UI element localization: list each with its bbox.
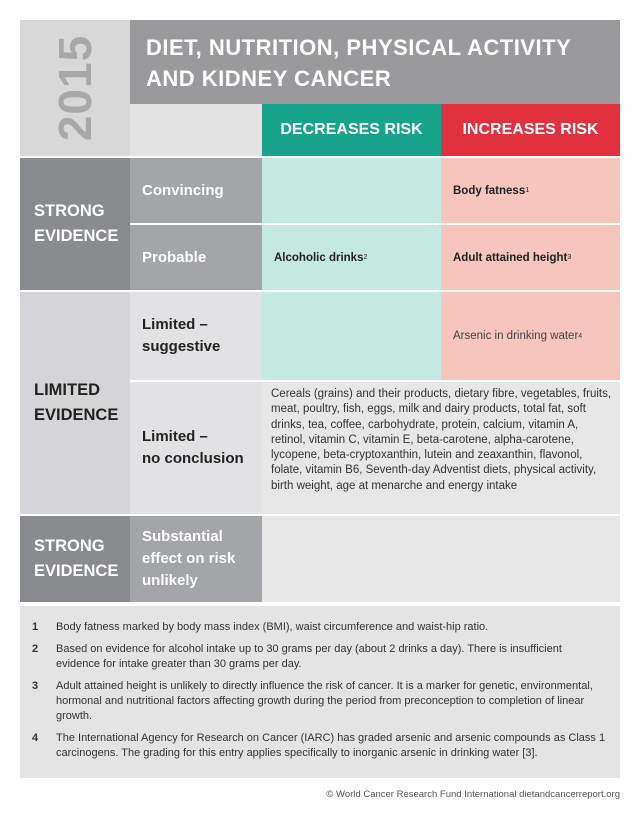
year-label: [20, 20, 130, 156]
footnote-text: Based on evidence for alcohol intake up to 30 grams per day (about 2 drinks a day). There is insufficient evidence for intake greater than 30 grams per day.: [56, 643, 562, 670]
year-text: 2015: [49, 34, 101, 142]
no-conclusion-label-line-1: Limited –: [142, 428, 208, 445]
group-label-line-2: EVIDENCE: [34, 406, 119, 424]
row-label-convincing: [130, 158, 262, 223]
footnote-3: [32, 679, 608, 724]
convincing-decreases-cell: [262, 158, 441, 223]
strong-evidence-group-2: [20, 516, 130, 602]
footnotes: [20, 606, 620, 778]
footnote-text: Body fatness marked by body mass index (BMI), waist circumference and waist-hip ratio.: [56, 621, 489, 633]
no-conclusion-text: Cereals (grains) and their products, dietary fibre, vegetables, fruits, meat, poultry, fish, eggs, milk and dairy products, total fat, soft drinks, tea, coffee, carbohydrate, protein, calcium, vitamin A, retinol, vitamin C, vitamin E, beta-carotene, alpha-carotene, lycopene, beta-cryptoxanthin, lutein and zeaxanthin, flavonol, folate, vitamin B6, Seventh-day Adventist diets, physical activity, birth weight, age at menarche and energy intake: [271, 388, 612, 492]
footnote-number: 4: [32, 732, 39, 744]
suggestive-label-line-2: suggestive: [142, 338, 221, 355]
probable-label: Probable: [142, 248, 207, 266]
group-label-line-2: EVIDENCE: [34, 227, 119, 245]
group-label-line-1: LIMITED: [34, 381, 100, 399]
probable-decreases-cell: [262, 225, 441, 290]
unlikely-cell: [262, 516, 620, 602]
unlikely-label-line-3: unlikely: [142, 572, 198, 589]
header-blank-cell: [130, 104, 262, 156]
title-line-1: DIET, NUTRITION, PHYSICAL ACTIVITY: [146, 35, 572, 60]
footnote-ref-1: 1: [525, 187, 530, 194]
no-conclusion-label-line-2: no conclusion: [142, 450, 244, 467]
increases-risk-header: INCREASES RISK: [441, 104, 620, 156]
footnote-ref-2: 2: [363, 254, 368, 261]
footnote-number: 3: [32, 680, 39, 692]
convincing-increases-cell: [441, 158, 620, 223]
title-line-2: AND KIDNEY CANCER: [146, 66, 392, 91]
alcoholic-drinks-text: Alcoholic drinks: [274, 251, 364, 264]
body-fatness-text: Body fatness: [453, 184, 526, 197]
footnote-ref-3: 3: [567, 254, 572, 261]
strong-evidence-group: [20, 158, 130, 290]
footnote-number: 2: [32, 643, 39, 655]
suggestive-decreases-cell: [262, 292, 441, 380]
copyright-footer: © World Cancer Research Fund International dietandcancerreport.org: [326, 789, 620, 800]
probable-increases-cell: [441, 225, 620, 290]
row-label-no-conclusion: [130, 382, 262, 514]
row-label-probable: [130, 225, 262, 290]
adult-height-text: Adult attained height: [453, 251, 568, 264]
footnote-1: [32, 620, 608, 635]
group-label-line-1: STRONG: [34, 537, 105, 555]
suggestive-label-line-1: Limited –: [142, 316, 208, 333]
no-conclusion-cell: [262, 382, 620, 514]
footnote-number: 1: [32, 621, 39, 633]
arsenic-text: Arsenic in drinking water: [453, 330, 579, 342]
footnote-text: The International Agency for Research on Cancer (IARC) has graded arsenic and arsenic compounds as Class 1 carcinogens. The grading for this entry applies specifically to inorganic arsenic in drinking water [3].: [56, 732, 606, 759]
footnote-2: [32, 642, 608, 672]
unlikely-label-line-1: Substantial: [142, 528, 223, 545]
decreases-risk-header: DECREASES RISK: [262, 104, 441, 156]
row-label-suggestive: [130, 292, 262, 380]
footnote-ref-4: 4: [578, 332, 583, 340]
row-label-unlikely: [130, 516, 262, 602]
suggestive-increases-cell: [441, 292, 620, 380]
page-title: [130, 20, 620, 104]
footnote-text: Adult attained height is unlikely to directly influence the risk of cancer. It is a marker for genetic, environmental, hormonal and nutritional factors affecting growth during the period from preconception to completion of linear growth.: [56, 680, 593, 722]
group-label-line-2: EVIDENCE: [34, 562, 119, 580]
group-label-line-1: STRONG: [34, 202, 105, 220]
footnote-4: [32, 731, 608, 761]
limited-evidence-group: [20, 292, 130, 514]
convincing-label: Convincing: [142, 181, 224, 199]
unlikely-label-line-2: effect on risk: [142, 550, 236, 567]
